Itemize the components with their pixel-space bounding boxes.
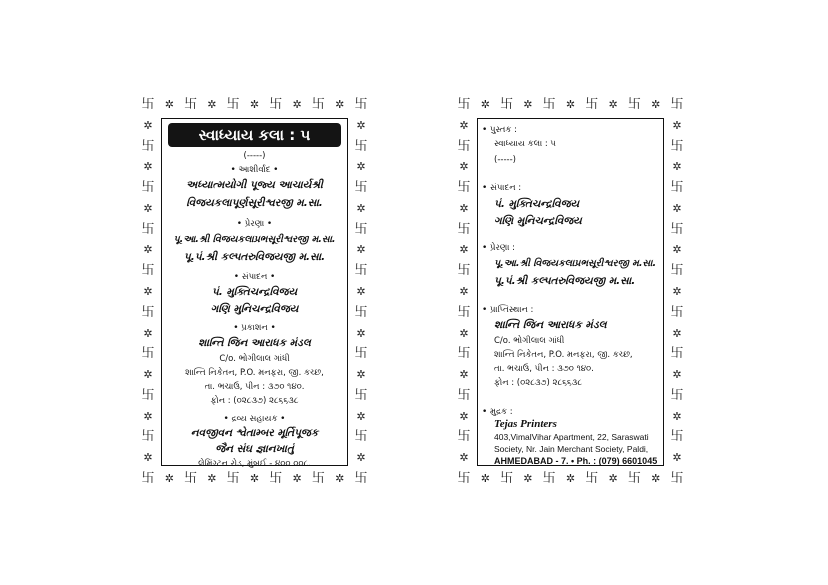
prapti-heading: • પ્રાપ્તિસ્થાન : <box>482 305 534 315</box>
prakashan-label: પ્રકાશન <box>241 323 268 333</box>
star-ornament-icon: ✲ <box>207 472 217 485</box>
star-ornament-icon: ✲ <box>523 472 533 485</box>
swastika-ornament-icon: 卐 <box>585 97 599 112</box>
star-ornament-icon: ✲ <box>143 368 153 382</box>
star-ornament-icon: ✲ <box>459 326 469 340</box>
section-prerna: • પ્રેરણા • <box>236 219 273 229</box>
swastika-ornament-icon: 卐 <box>354 429 368 445</box>
swastika-ornament-icon: 卐 <box>354 97 368 112</box>
r-prerna-label: પ્રેરણા : <box>490 243 515 253</box>
printer-address-3: AHMEDABAD - 7. • Ph. : (079) 6601045 <box>494 456 658 466</box>
prakashan-line-5: ફોન : (૦૨૮૩૭) ૨૮૬૬૩૮ <box>210 396 299 406</box>
star-ornament-icon: ✲ <box>608 98 618 111</box>
star-ornament-icon: ✲ <box>459 118 469 132</box>
swastika-ornament-icon: 卐 <box>184 97 198 112</box>
dravya-line-1: નવજીવન શ્વેતામ્બર મૂર્તિપૂજક <box>190 427 319 439</box>
swastika-ornament-icon: 卐 <box>627 471 641 486</box>
swastika-ornament-icon: 卐 <box>141 97 155 112</box>
prerna-label: પ્રેરણા <box>244 219 265 229</box>
prapti-line-2: C/o. ભોગીલાલ ગાંધી <box>494 336 565 346</box>
swastika-ornament-icon: 卐 <box>354 304 368 320</box>
swastika-ornament-icon: 卐 <box>141 346 155 362</box>
star-ornament-icon: ✲ <box>480 472 490 485</box>
star-ornament-icon: ✲ <box>651 98 661 111</box>
star-ornament-icon: ✲ <box>672 409 682 423</box>
printer-address-1: 403,VimalVihar Apartment, 22, Saraswati <box>494 432 649 442</box>
swastika-ornament-icon: 卐 <box>141 429 155 445</box>
r-sampadan-line-1: પં. મુક્તિચન્દ્રવિજય <box>494 198 580 210</box>
star-ornament-icon: ✲ <box>143 243 153 257</box>
star-ornament-icon: ✲ <box>672 118 682 132</box>
swastika-ornament-icon: 卐 <box>354 471 368 486</box>
swastika-ornament-icon: 卐 <box>184 471 198 486</box>
swastika-ornament-icon: 卐 <box>457 346 471 362</box>
star-ornament-icon: ✲ <box>292 98 302 111</box>
star-ornament-icon: ✲ <box>207 98 217 111</box>
mudrak-label: મુદ્રક : <box>490 407 513 417</box>
swastika-ornament-icon: 卐 <box>670 346 684 362</box>
swastika-ornament-icon: 卐 <box>500 471 514 486</box>
star-ornament-icon: ✲ <box>143 160 153 174</box>
prapti-label: પ્રાપ્તિસ્થાન : <box>490 305 534 315</box>
star-ornament-icon: ✲ <box>356 409 366 423</box>
ashirvad-line-1: અધ્યાત્મયોગી પૂજ્ય આચાર્યશ્રી <box>186 179 323 191</box>
title-dashes: (-----) <box>243 151 266 161</box>
prapti-line-5: ફોન : (૦૨૮૩૭) ૨૮૬૬૩૮ <box>494 378 582 388</box>
r-prerna-line-2: પૂ.પં.શ્રી કલ્પતરુવિજયજી મ.સા. <box>494 275 636 287</box>
swastika-ornament-icon: 卐 <box>457 263 471 279</box>
swastika-ornament-icon: 卐 <box>457 138 471 154</box>
swastika-ornament-icon: 卐 <box>141 387 155 403</box>
printer-address-2: Society, Nr. Jain Merchant Society, Paldi, <box>494 444 649 454</box>
book-title: સ્વાધ્યાય કલા : ૫ <box>168 123 341 147</box>
swastika-ornament-icon: 卐 <box>500 97 514 112</box>
swastika-ornament-icon: 卐 <box>141 304 155 320</box>
swastika-ornament-icon: 卐 <box>670 138 684 154</box>
pustak-heading: • પુસ્તક : <box>482 125 517 135</box>
swastika-ornament-icon: 卐 <box>354 180 368 196</box>
swastika-ornament-icon: 卐 <box>354 221 368 237</box>
swastika-ornament-icon: 卐 <box>141 138 155 154</box>
swastika-ornament-icon: 卐 <box>670 263 684 279</box>
prakashan-line-1: શાન્તિ જિન આરાધક મંડલ <box>198 337 311 349</box>
star-ornament-icon: ✲ <box>292 472 302 485</box>
swastika-ornament-icon: 卐 <box>141 221 155 237</box>
star-ornament-icon: ✲ <box>356 160 366 174</box>
printer-name: Tejas Printers <box>494 418 557 430</box>
swastika-ornament-icon: 卐 <box>311 471 325 486</box>
star-ornament-icon: ✲ <box>672 201 682 215</box>
star-ornament-icon: ✲ <box>143 451 153 465</box>
star-ornament-icon: ✲ <box>459 201 469 215</box>
dravya-line-2: જૈન સંઘ જ્ઞાનખાતું <box>215 443 294 455</box>
swastika-ornament-icon: 卐 <box>670 180 684 196</box>
prakashan-line-3: શાન્તિ નિકેતન, P.O. મનફરા, જી. કચ્છ, <box>185 368 324 378</box>
star-ornament-icon: ✲ <box>143 285 153 298</box>
prerna-line-2: પૂ.પં.શ્રી કલ્પતરુવિજયજી મ.સા. <box>183 251 326 263</box>
star-ornament-icon: ✲ <box>523 98 533 111</box>
section-prakashan: • પ્રકાશન • <box>233 323 276 333</box>
section-sampadan: • સંપાદન • <box>233 272 276 282</box>
star-ornament-icon: ✲ <box>356 118 366 132</box>
star-ornament-icon: ✲ <box>672 368 682 382</box>
pustak-title: સ્વાધ્યાય કલા : ૫ <box>494 139 557 149</box>
swastika-ornament-icon: 卐 <box>354 346 368 362</box>
prakashan-line-4: તા. ભચાઉ, પીન : ૩૭૦ ૧૪૦. <box>204 382 305 392</box>
star-ornament-icon: ✲ <box>143 201 153 215</box>
swastika-ornament-icon: 卐 <box>141 263 155 279</box>
swastika-ornament-icon: 卐 <box>670 387 684 403</box>
title-page-panel <box>141 98 368 486</box>
pustak-dashes: (-----) <box>494 155 516 165</box>
star-ornament-icon: ✲ <box>335 472 345 485</box>
prerna-heading: • પ્રેરણા : <box>482 243 515 253</box>
star-ornament-icon: ✲ <box>356 326 366 340</box>
star-ornament-icon: ✲ <box>143 118 153 132</box>
swastika-ornament-icon: 卐 <box>542 471 556 486</box>
section-dravya: • દ્રવ્ય સહાયક • <box>223 414 286 424</box>
swastika-ornament-icon: 卐 <box>670 221 684 237</box>
dravya-label: દ્રવ્ય સહાયક <box>231 414 278 424</box>
sampadan-label: સંપાદન <box>241 272 268 282</box>
swastika-ornament-icon: 卐 <box>354 138 368 154</box>
prakashan-line-2: C/o. ભોગીલાલ ગાંધી <box>219 354 290 364</box>
star-ornament-icon: ✲ <box>356 243 366 257</box>
star-ornament-icon: ✲ <box>249 98 260 111</box>
swastika-ornament-icon: 卐 <box>457 471 471 486</box>
star-ornament-icon: ✲ <box>672 243 682 257</box>
swastika-ornament-icon: 卐 <box>141 180 155 196</box>
star-ornament-icon: ✲ <box>672 285 682 298</box>
star-ornament-icon: ✲ <box>164 472 174 485</box>
star-ornament-icon: ✲ <box>356 368 366 382</box>
star-ornament-icon: ✲ <box>164 98 174 111</box>
swastika-ornament-icon: 卐 <box>457 387 471 403</box>
r-prerna-line-1: પૂ.આ.શ્રી વિજયકલાપ્રભસૂરીશ્વરજી મ.સા. <box>494 258 657 269</box>
star-ornament-icon: ✲ <box>459 160 469 174</box>
star-ornament-icon: ✲ <box>672 451 682 465</box>
mudrak-heading: • મુદ્રક : <box>482 407 513 417</box>
swastika-ornament-icon: 卐 <box>141 471 155 486</box>
right-inner-frame <box>477 118 664 466</box>
swastika-ornament-icon: 卐 <box>670 471 684 486</box>
star-ornament-icon: ✲ <box>356 201 366 215</box>
sampadan-line-1: પં. મુક્તિચન્દ્રવિજય <box>211 286 298 298</box>
swastika-ornament-icon: 卐 <box>627 97 641 112</box>
star-ornament-icon: ✲ <box>565 98 576 111</box>
swastika-ornament-icon: 卐 <box>457 221 471 237</box>
star-ornament-icon: ✲ <box>356 285 366 298</box>
star-ornament-icon: ✲ <box>672 160 682 174</box>
ashirvad-line-2: વિજયકલાપૂર્ણસૂરીશ્વરજી મ.સા. <box>186 197 323 209</box>
swastika-ornament-icon: 卐 <box>670 97 684 112</box>
sampadan-line-2: ગણિ મુનિચન્દ્રવિજય <box>210 303 299 315</box>
swastika-ornament-icon: 卐 <box>585 471 599 486</box>
r-sampadan-label: સંપાદન : <box>490 183 522 193</box>
star-ornament-icon: ✲ <box>608 472 618 485</box>
star-ornament-icon: ✲ <box>672 326 682 340</box>
prapti-line-1: શાન્તિ જિન આરાધક મંડલ <box>494 319 607 331</box>
swastika-ornament-icon: 卐 <box>269 471 283 486</box>
prapti-line-4: તા. ભચાઉ, પીન : ૩૭૦ ૧૪૦. <box>494 364 594 374</box>
swastika-ornament-icon: 卐 <box>670 304 684 320</box>
pustak-label: પુસ્તક : <box>490 125 517 135</box>
swastika-ornament-icon: 卐 <box>542 97 556 112</box>
star-ornament-icon: ✲ <box>356 451 366 465</box>
star-ornament-icon: ✲ <box>459 285 469 298</box>
star-ornament-icon: ✲ <box>480 98 490 111</box>
swastika-ornament-icon: 卐 <box>269 97 283 112</box>
star-ornament-icon: ✲ <box>565 472 576 485</box>
swastika-ornament-icon: 卐 <box>311 97 325 112</box>
dravya-line-3: લેમિંગ્ટન રોડ, મુંબઈ - ૪૦૦ ૦૦૮. <box>198 459 311 469</box>
swastika-ornament-icon: 卐 <box>354 263 368 279</box>
swastika-ornament-icon: 卐 <box>354 387 368 403</box>
star-ornament-icon: ✲ <box>459 368 469 382</box>
colophon-panel <box>457 98 684 486</box>
star-ornament-icon: ✲ <box>143 409 153 423</box>
swastika-ornament-icon: 卐 <box>457 304 471 320</box>
swastika-ornament-icon: 卐 <box>457 97 471 112</box>
swastika-ornament-icon: 卐 <box>670 429 684 445</box>
prapti-line-3: શાન્તિ નિકેતન, P.O. મનફરા, જી. કચ્છ, <box>494 350 633 360</box>
r-sampadan-line-2: ગણિ મુનિચન્દ્રવિજય <box>494 215 582 227</box>
star-ornament-icon: ✲ <box>335 98 345 111</box>
swastika-ornament-icon: 卐 <box>226 471 240 486</box>
prerna-line-1: પૂ.આ.શ્રી વિજયકલાપ્રભસૂરીશ્વરજી મ.સા. <box>173 234 336 245</box>
star-ornament-icon: ✲ <box>249 472 260 485</box>
star-ornament-icon: ✲ <box>459 409 469 423</box>
swastika-ornament-icon: 卐 <box>457 429 471 445</box>
ashirvad-label: આશીર્વાદ <box>238 165 271 175</box>
star-ornament-icon: ✲ <box>459 243 469 257</box>
swastika-ornament-icon: 卐 <box>226 97 240 112</box>
left-inner-frame <box>161 118 348 469</box>
star-ornament-icon: ✲ <box>143 326 153 340</box>
swastika-ornament-icon: 卐 <box>457 180 471 196</box>
section-ashirvad: • આશીર્વાદ • <box>230 165 279 175</box>
star-ornament-icon: ✲ <box>459 451 469 465</box>
star-ornament-icon: ✲ <box>651 472 661 485</box>
sampadan-heading: • સંપાદન : <box>482 183 522 193</box>
